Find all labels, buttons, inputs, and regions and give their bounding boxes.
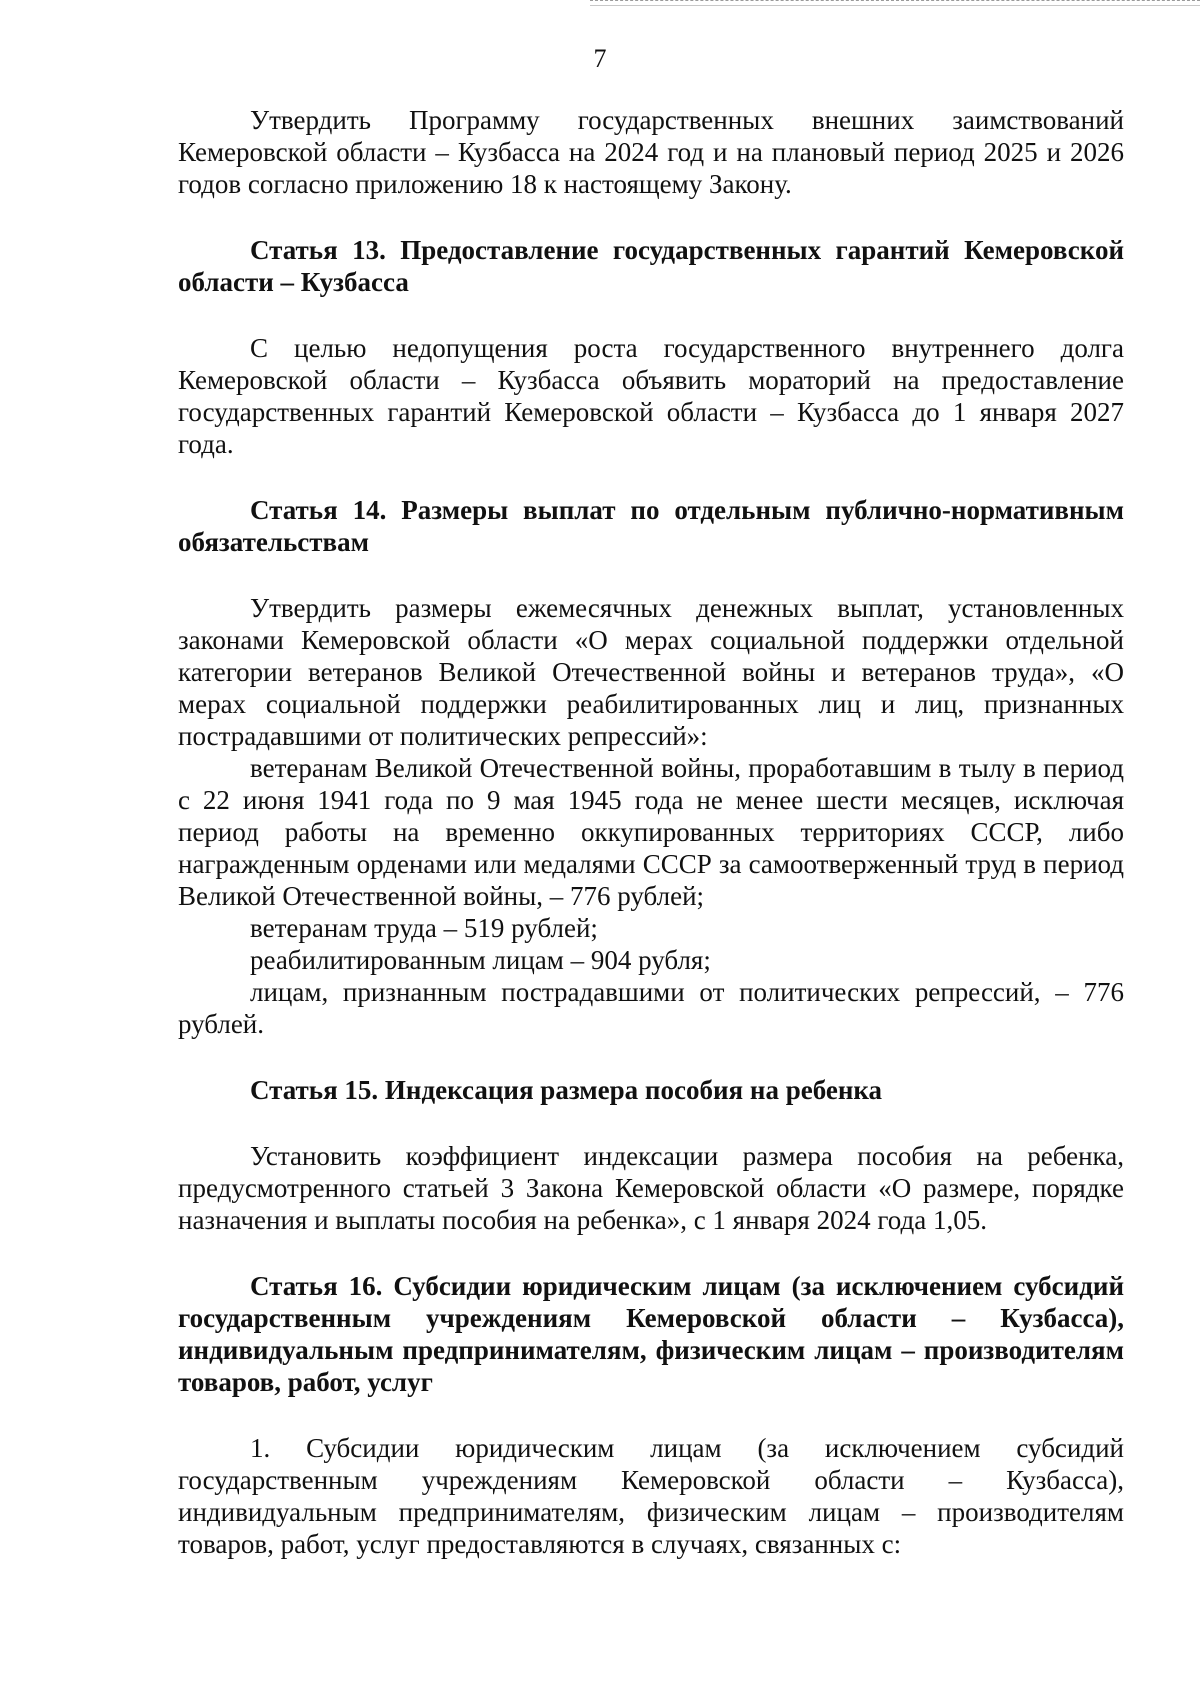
article-14-item-labor-veterans: ветеранам труда – 519 рублей; (250, 913, 598, 943)
article-16-paragraph: 1. Субсидии юридическим лицам (за исключением субсидий государственным учреждениям Кемеровской области – Кузбасса), индивидуальным предпринимателям, физическим лицам – производителям товаров, работ, услуг предоставляются в случаях, связанных с: (178, 1433, 1124, 1559)
article-14-item-rehabilitated: реабилитированным лицам – 904 рубля; (250, 945, 711, 975)
article-14-item-repression-victims: лицам, признанным пострадавшими от политических репрессий, – 776 рублей. (178, 977, 1124, 1039)
scan-edge-line (590, 0, 1200, 6)
article-16-heading: Статья 16. Субсидии юридическим лицам (за исключением субсидий государственным учреждениям Кемеровской области – Кузбасса), индивидуальным предпринимателям, физическим лицам – производителям товаров, работ, услуг (178, 1271, 1124, 1397)
article-15-heading: Статья 15. Индексация размера пособия на ребенка (250, 1075, 883, 1105)
document-body (178, 104, 1124, 1560)
article-14-heading: Статья 14. Размеры выплат по отдельным публично-нормативным обязательствам (178, 495, 1124, 557)
article-14-item-wartime-workers: ветеранам Великой Отечественной войны, проработавшим в тылу в период с 22 июня 1941 года по 9 мая 1945 года не менее шести месяцев, исключая период работы на временно оккупированных территориях СССР, либо награжденным орденами или медалями СССР за самоотверженный труд в период Великой Отечественной войны, – 776 рублей; (178, 753, 1124, 911)
intro-paragraph: Утвердить Программу государственных внешних заимствований Кемеровской области – Кузбасса на 2024 год и на плановый период 2025 и 2026 годов согласно приложению 18 к настоящему Закону. (178, 105, 1124, 199)
page-number: 7 (593, 44, 607, 73)
article-13-heading: Статья 13. Предоставление государственных гарантий Кемеровской области – Кузбасса (178, 235, 1124, 297)
article-15-paragraph: Установить коэффициент индексации размера пособия на ребенка, предусмотренного статьей 3 Закона Кемеровской области «О размере, порядке назначения и выплаты пособия на ребенка», с 1 января 2024 года 1,05. (178, 1141, 1124, 1235)
article-14-paragraph: Утвердить размеры ежемесячных денежных выплат, установленных законами Кемеровской области «О мерах социальной поддержки отдельной категории ветеранов Великой Отечественной войны и ветеранов труда», «О мерах социальной поддержки реабилитированных лиц и лиц, признанных пострадавшими от политических репрессий»: (178, 593, 1124, 751)
article-13-paragraph: С целью недопущения роста государственного внутреннего долга Кемеровской области – Кузбасса объявить мораторий на предоставление государственных гарантий Кемеровской области – Кузбасса до 1 января 2027 года. (178, 333, 1124, 459)
